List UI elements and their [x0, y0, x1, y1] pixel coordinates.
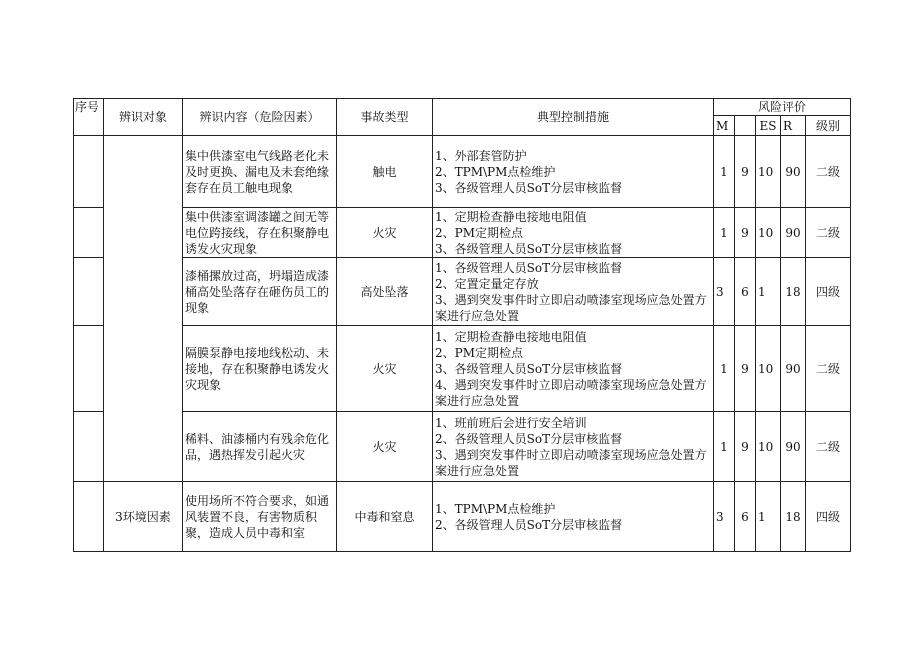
- value-s: 1: [756, 482, 781, 552]
- control-measures: [433, 326, 714, 412]
- measure-item: 2、TPM\PM点检维护: [435, 164, 556, 179]
- value-s: 10: [756, 326, 781, 412]
- accident-type: 中毒和窒息: [337, 482, 433, 552]
- table-row: [74, 326, 851, 412]
- measure-item: 3、各级管理人员SoT分层审核监督: [435, 361, 623, 376]
- header-row: [74, 99, 851, 116]
- measure-item: 1、TPM\PM点检维护: [435, 501, 556, 516]
- measure-item: 1、各级管理人员SoT分层审核监督: [435, 260, 623, 275]
- measure-item: 3、各级管理人员SoT分层审核监督: [435, 180, 623, 195]
- header-m: M: [714, 116, 735, 136]
- header-seq: 序号: [74, 99, 104, 136]
- value-e: 9: [735, 136, 756, 208]
- value-s: 10: [756, 412, 781, 482]
- risk-level: 四级: [806, 482, 851, 552]
- control-measures: [433, 412, 714, 482]
- seq-cell: [74, 482, 104, 552]
- measure-item: 2、各级管理人员SoT分层审核监督: [435, 517, 623, 532]
- measure-item: 2、各级管理人员SoT分层审核监督: [435, 431, 623, 446]
- value-r: 90: [781, 208, 806, 258]
- measure-item: 2、PM定期检点: [435, 345, 523, 360]
- seq-cell: [74, 208, 104, 258]
- measure-item: 1、定期检查静电接地电阻值: [435, 209, 587, 224]
- hazard-content: 使用场所不符合要求，如通风装置不良，有害物质积聚，造成人员中毒和室: [183, 482, 337, 552]
- value-r: 90: [781, 136, 806, 208]
- risk-level: 二级: [806, 326, 851, 412]
- risk-level: 四级: [806, 258, 851, 326]
- value-r: 90: [781, 412, 806, 482]
- table-row: [74, 258, 851, 326]
- table-row: [74, 412, 851, 482]
- value-r: 18: [781, 258, 806, 326]
- header-level: 级别: [806, 116, 851, 136]
- value-r: 90: [781, 326, 806, 412]
- value-r: 18: [781, 482, 806, 552]
- header-accident-type: 事故类型: [337, 99, 433, 136]
- value-s: 10: [756, 136, 781, 208]
- value-l: 1: [714, 412, 735, 482]
- value-l: 1: [714, 208, 735, 258]
- hazard-content: 漆桶摞放过高，坍塌造成漆桶高处坠落存在砸伤员工的现象: [183, 258, 337, 326]
- value-s: 10: [756, 208, 781, 258]
- value-e: 9: [735, 326, 756, 412]
- value-l: 3: [714, 482, 735, 552]
- control-measures: [433, 208, 714, 258]
- accident-type: 触电: [337, 136, 433, 208]
- value-l: 1: [714, 326, 735, 412]
- value-e: 6: [735, 258, 756, 326]
- measure-item: 1、定期检查静电接地电阻值: [435, 329, 587, 344]
- seq-cell: [74, 136, 104, 208]
- measure-item: 2、PM定期检点: [435, 225, 523, 240]
- table-row: [74, 136, 851, 208]
- control-measures: [433, 258, 714, 326]
- value-s: 1: [756, 258, 781, 326]
- table-row: [74, 208, 851, 258]
- header-empty: [735, 116, 756, 136]
- header-control-measures: 典型控制措施: [433, 99, 714, 136]
- risk-level: 二级: [806, 412, 851, 482]
- measure-item: 1、外部套管防护: [435, 148, 527, 163]
- measure-item: 4、遇到突发事件时立即启动喷漆室现场应急处置方案进行应急处置: [435, 377, 707, 408]
- measure-item: 2、定置定量定存放: [435, 276, 539, 291]
- header-object: 辨识对象: [104, 99, 183, 136]
- header-es: ES: [756, 116, 781, 136]
- accident-type: 火灾: [337, 208, 433, 258]
- value-l: 1: [714, 136, 735, 208]
- value-e: 9: [735, 412, 756, 482]
- measure-item: 3、遇到突发事件时立即启动喷漆室现场应急处置方案进行应急处置: [435, 292, 707, 323]
- header-risk-evaluation: 风险评价: [714, 99, 851, 116]
- measure-item: 1、班前班后会进行安全培训: [435, 415, 587, 430]
- measure-item: 3、各级管理人员SoT分层审核监督: [435, 241, 623, 256]
- hazard-content: 稀料、油漆桶内有残余危化品，遇热挥发引起火灾: [183, 412, 337, 482]
- seq-cell: [74, 258, 104, 326]
- hazard-content: 集中供漆室调漆罐之间无等电位跨接线，存在积聚静电诱发火灾现象: [183, 208, 337, 258]
- accident-type: 高处坠落: [337, 258, 433, 326]
- risk-level: 二级: [806, 136, 851, 208]
- value-l: 3: [714, 258, 735, 326]
- control-measures: [433, 136, 714, 208]
- object-cell-merged: [104, 136, 183, 482]
- seq-cell: [74, 412, 104, 482]
- hazard-content: 集中供漆室电气线路老化未及时更换、漏电及未套绝缘套存在员工触电现象: [183, 136, 337, 208]
- accident-type: 火灾: [337, 412, 433, 482]
- measure-item: 3、遇到突发事件时立即启动喷漆室现场应急处置方案进行应急处置: [435, 447, 707, 478]
- control-measures: [433, 482, 714, 552]
- hazard-content: 隔膜泵静电接地线松动、未接地，存在积聚静电诱发火灾现象: [183, 326, 337, 412]
- risk-assessment-table: [73, 98, 851, 552]
- identification-object: 3环境因素: [104, 482, 183, 552]
- value-e: 6: [735, 482, 756, 552]
- accident-type: 火灾: [337, 326, 433, 412]
- table-row: [74, 482, 851, 552]
- header-content: 辨识内容（危险因素）: [183, 99, 337, 136]
- risk-level: 二级: [806, 208, 851, 258]
- header-r: R: [781, 116, 806, 136]
- value-e: 9: [735, 208, 756, 258]
- seq-cell: [74, 326, 104, 412]
